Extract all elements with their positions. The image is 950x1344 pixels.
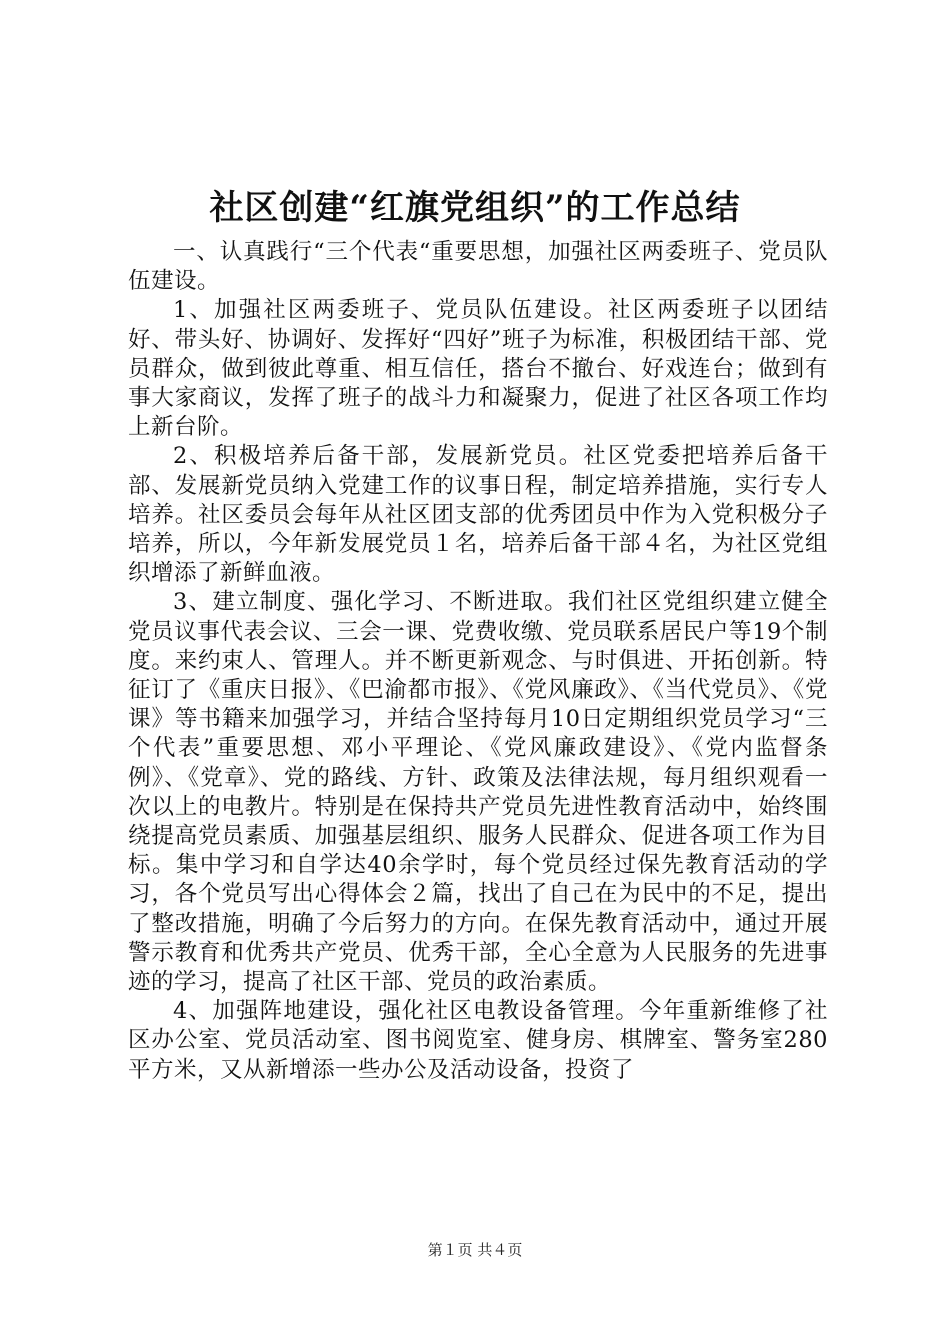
paragraph-item-1: 1、加强社区两委班子、党员队伍建设。社区两委班子以团结好、带头好、协调好、发挥好“四好”班子为标准，积极团结干部、党员群众，做到彼此尊重、相互信任，搭台不撤台、好戏连台；做到有事大家商议，发挥了班子的战斗力和凝聚力，促进了社区各项工作均上新台阶。 [128,297,828,441]
document-title: 社区创建“红旗党组织”的工作总结 [209,188,741,228]
document-body [128,238,828,1085]
paragraph-item-2: 2、积极培养后备干部，发展新党员。社区党委把培养后备干部、发展新党员纳入党建工作的议事日程，制定培养措施，实行专人培养。社区委员会每年从社区团支部的优秀团员中作为入党积极分子培养，所以，今年新发展党员１名，培养后备干部４名，为社区党组织增添了新鲜血液。 [128,443,828,587]
page-number-footer: 第１页 共４页 [427,1241,523,1259]
paragraph-item-3: 3、建立制度、强化学习、不断进取。我们社区党组织建立健全党员议事代表会议、三会一课、党费收缴、党员联系居民户等19个制度。来约束人、管理人。并不断更新观念、与时俱进、开拓创新。特征订了《重庆日报》、《巴渝都市报》、《党风廉政》、《当代党员》、《党课》等书籍来加强学习，并结合坚持每月10日定期组织党员学习“三个代表”重要思想、邓小平理论、《党风廉政建设》、《党内监督条例》、《党章》、党的路线、方针、政策及法律法规，每月组织观看一次以上的电教片。特别是在保持共产党员先进性教育活动中，始终围绕提高党员素质、加强基层组织、服务人民群众、促进各项工作为目标。集中学习和自学达40余学时，每个党员经过保先教育活动的学习，各个党员写出心得体会２篇，找出了自己在为民中的不足，提出了整改措施，明确了今后努力的方向。在保先教育活动中，通过开展警示教育和优秀共产党员、优秀干部，全心全意为人民服务的先进事迹的学习，提高了社区干部、党员的政治素质。 [128,589,828,996]
paragraph-section-heading: 一、认真践行“三个代表“重要思想，加强社区两委班子、党员队伍建设。 [128,239,828,295]
paragraph-item-4: 4、加强阵地建设，强化社区电教设备管理。今年重新维修了社区办公室、党员活动室、图书阅览室、健身房、棋牌室、警务室280平方米，又从新增添一些办公及活动设备，投资了 [128,998,828,1083]
